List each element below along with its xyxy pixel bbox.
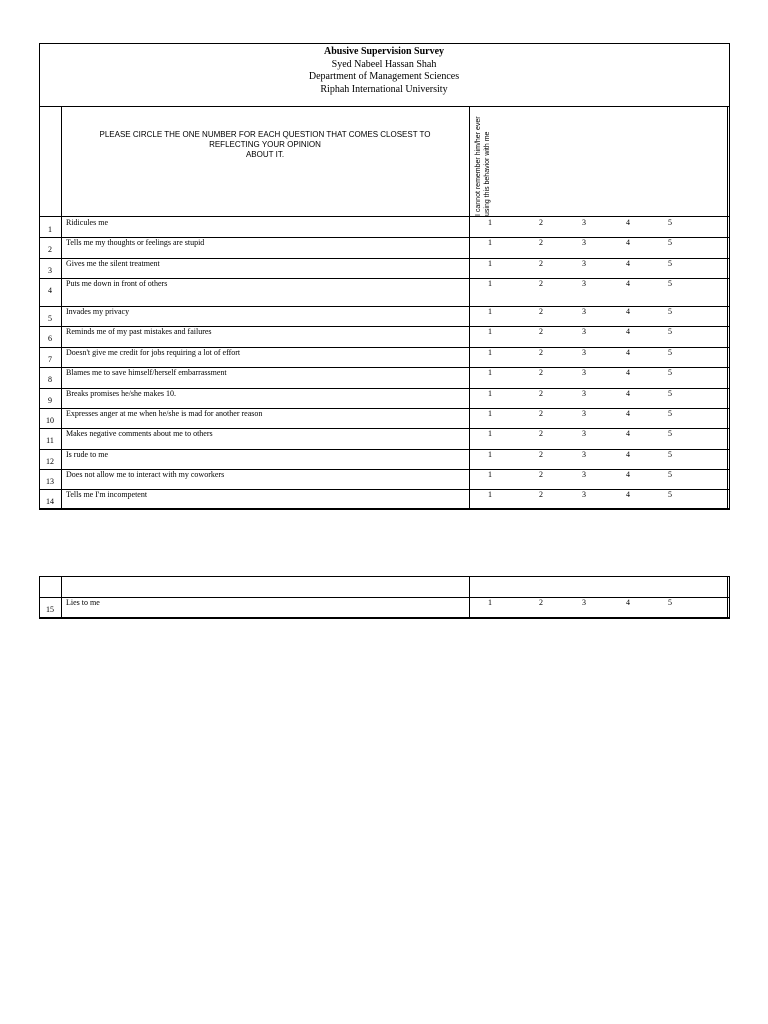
continued-question-divider: [469, 576, 470, 618]
answer-option-4[interactable]: 4: [626, 598, 630, 607]
answer-option-1[interactable]: 1: [488, 238, 492, 247]
answer-option-2[interactable]: 2: [539, 409, 543, 418]
answer-option-4[interactable]: 4: [626, 389, 630, 398]
answer-option-2[interactable]: 2: [539, 307, 543, 316]
survey-table: [39, 43, 730, 509]
answer-option-2[interactable]: 2: [539, 450, 543, 459]
answer-option-3[interactable]: 3: [582, 450, 586, 459]
answer-option-5[interactable]: 5: [668, 409, 672, 418]
question-text: Gives me the silent treatment: [66, 259, 160, 268]
instruction-line-2: REFLECTING YOUR OPINION: [209, 140, 321, 149]
answer-option-5[interactable]: 5: [668, 327, 672, 336]
instruction-text: [80, 130, 450, 160]
question-number: 10: [46, 416, 54, 425]
answer-option-3[interactable]: 3: [582, 368, 586, 377]
question-number: 11: [46, 436, 54, 445]
question-number: 1: [48, 225, 52, 234]
question-text: Blames me to save himself/herself embarrassment: [66, 368, 227, 377]
scale-header: [474, 112, 526, 216]
answer-option-2[interactable]: 2: [539, 368, 543, 377]
question-text: Invades my privacy: [66, 307, 130, 316]
answer-option-1[interactable]: 1: [488, 450, 492, 459]
answer-option-1[interactable]: 1: [488, 279, 492, 288]
answer-option-3[interactable]: 3: [582, 218, 586, 227]
answer-option-4[interactable]: 4: [626, 279, 630, 288]
answer-option-2[interactable]: 2: [539, 327, 543, 336]
question-number: 7: [48, 355, 52, 364]
question-text: Makes negative comments about me to others: [66, 429, 213, 438]
row-divider: [39, 618, 730, 619]
instruction-line-1: PLEASE CIRCLE THE ONE NUMBER FOR EACH QUESTION THAT COMES CLOSEST TO: [99, 130, 431, 139]
university-name: Riphah International University: [320, 84, 448, 95]
answer-option-3[interactable]: 3: [582, 259, 586, 268]
question-number: 14: [46, 497, 54, 506]
question-text: Ridicules me: [66, 218, 108, 227]
row-divider: [39, 509, 730, 510]
answer-option-3[interactable]: 3: [582, 490, 586, 499]
answer-option-1[interactable]: 1: [488, 307, 492, 316]
answer-option-3[interactable]: 3: [582, 429, 586, 438]
answer-option-3[interactable]: 3: [582, 389, 586, 398]
answer-option-4[interactable]: 4: [626, 218, 630, 227]
answer-option-5[interactable]: 5: [668, 429, 672, 438]
answer-option-1[interactable]: 1: [488, 218, 492, 227]
answer-option-1[interactable]: 1: [488, 389, 492, 398]
answer-option-2[interactable]: 2: [539, 389, 543, 398]
instruction-divider: [39, 216, 730, 217]
scale-header-text: I cannot remember him/her ever using this behavior with me: [475, 116, 491, 216]
survey-title: Abusive Supervision Survey: [323, 46, 445, 57]
question-number: 5: [48, 314, 52, 323]
author-name: Syed Nabeel Hassan Shah: [331, 59, 437, 70]
answer-option-5[interactable]: 5: [668, 218, 672, 227]
question-number: 13: [46, 477, 54, 486]
question-number: 3: [48, 266, 52, 275]
answer-option-1[interactable]: 1: [488, 259, 492, 268]
question-text: Tells me my thoughts or feelings are stupid: [66, 238, 205, 247]
answer-option-2[interactable]: 2: [539, 259, 543, 268]
answer-option-5[interactable]: 5: [668, 450, 672, 459]
answer-option-3[interactable]: 3: [582, 327, 586, 336]
question-number: 2: [48, 245, 52, 254]
header-divider: [39, 106, 730, 107]
question-number: 15: [46, 605, 54, 614]
answer-option-3[interactable]: 3: [582, 348, 586, 357]
answer-option-4[interactable]: 4: [626, 348, 630, 357]
answer-option-1[interactable]: 1: [488, 429, 492, 438]
answer-option-2[interactable]: 2: [539, 470, 543, 479]
answer-option-4[interactable]: 4: [626, 238, 630, 247]
answer-option-3[interactable]: 3: [582, 409, 586, 418]
answer-option-1[interactable]: 1: [488, 490, 492, 499]
continued-number-divider: [61, 576, 62, 618]
answer-option-5[interactable]: 5: [668, 238, 672, 247]
answer-option-5[interactable]: 5: [668, 389, 672, 398]
question-number: 4: [48, 286, 52, 295]
answer-option-1[interactable]: 1: [488, 598, 492, 607]
answer-option-5[interactable]: 5: [668, 470, 672, 479]
answer-option-5[interactable]: 5: [668, 307, 672, 316]
answer-option-4[interactable]: 4: [626, 259, 630, 268]
answer-option-2[interactable]: 2: [539, 238, 543, 247]
answer-option-4[interactable]: 4: [626, 307, 630, 316]
answer-option-5[interactable]: 5: [668, 598, 672, 607]
instruction-line-3: ABOUT IT.: [245, 150, 285, 159]
question-text: Reminds me of my past mistakes and failures: [66, 327, 212, 336]
question-text: Does not allow me to interact with my coworkers: [66, 470, 225, 479]
question-text: Lies to me: [66, 598, 100, 607]
answer-option-5[interactable]: 5: [668, 259, 672, 268]
question-text: Breaks promises he/she makes 10.: [66, 389, 176, 398]
answer-option-3[interactable]: 3: [582, 279, 586, 288]
answer-option-4[interactable]: 4: [626, 368, 630, 377]
department-name: Department of Management Sciences: [308, 71, 460, 82]
question-number: 8: [48, 375, 52, 384]
answer-option-4[interactable]: 4: [626, 490, 630, 499]
answer-option-2[interactable]: 2: [539, 279, 543, 288]
answer-option-3[interactable]: 3: [582, 470, 586, 479]
answer-option-5[interactable]: 5: [668, 348, 672, 357]
answer-option-4[interactable]: 4: [626, 450, 630, 459]
answer-option-2[interactable]: 2: [539, 218, 543, 227]
answer-option-2[interactable]: 2: [539, 429, 543, 438]
answer-option-3[interactable]: 3: [582, 598, 586, 607]
question-number: 12: [46, 457, 54, 466]
answer-option-3[interactable]: 3: [582, 307, 586, 316]
question-text: Is rude to me: [66, 450, 108, 459]
answer-option-1[interactable]: 1: [488, 327, 492, 336]
question-number: 9: [48, 396, 52, 405]
answer-option-4[interactable]: 4: [626, 409, 630, 418]
question-text: Doesn't give me credit for jobs requiring a lot of effort: [66, 348, 241, 357]
question-number: 6: [48, 334, 52, 343]
question-text: Tells me I'm incompetent: [66, 490, 148, 499]
answer-option-2[interactable]: 2: [539, 598, 543, 607]
question-text: Expresses anger at me when he/she is mad for another reason: [66, 409, 263, 418]
question-text: Puts me down in front of others: [66, 279, 168, 288]
answer-option-4[interactable]: 4: [626, 327, 630, 336]
answer-option-2[interactable]: 2: [539, 348, 543, 357]
answer-option-1[interactable]: 1: [488, 368, 492, 377]
continued-right-edge: [727, 576, 728, 618]
answer-option-1[interactable]: 1: [488, 470, 492, 479]
answer-option-1[interactable]: 1: [488, 348, 492, 357]
answer-option-2[interactable]: 2: [539, 490, 543, 499]
answer-option-4[interactable]: 4: [626, 470, 630, 479]
answer-option-5[interactable]: 5: [668, 490, 672, 499]
answer-option-1[interactable]: 1: [488, 409, 492, 418]
answer-option-5[interactable]: 5: [668, 279, 672, 288]
answer-option-3[interactable]: 3: [582, 238, 586, 247]
answer-option-4[interactable]: 4: [626, 429, 630, 438]
answer-option-5[interactable]: 5: [668, 368, 672, 377]
